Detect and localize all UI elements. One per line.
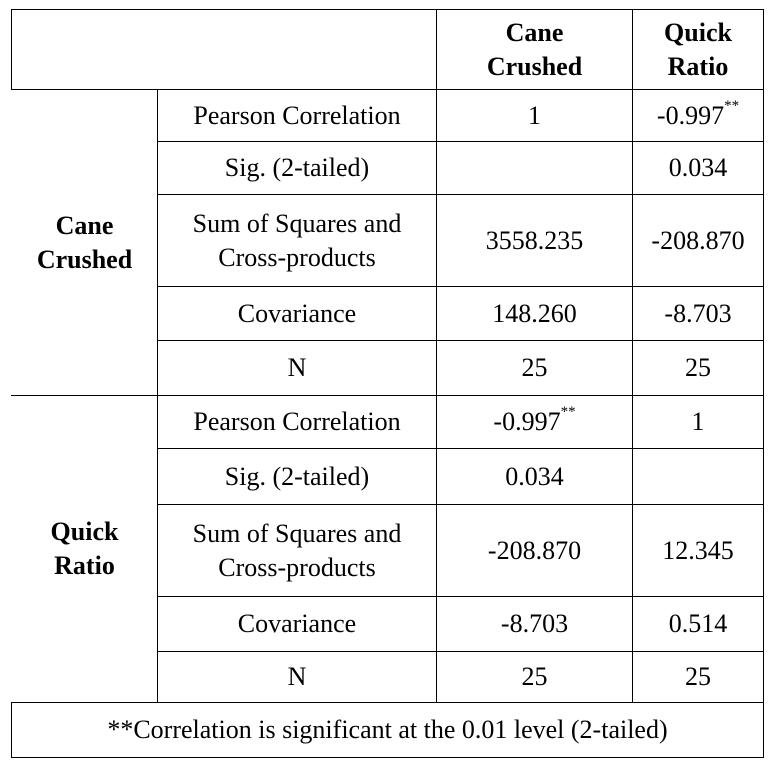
stat-label: Pearson Correlation bbox=[158, 396, 437, 449]
stat-label: N bbox=[158, 652, 437, 703]
footnote: **Correlation is significant at the 0.01 level (2-tailed) bbox=[12, 703, 764, 758]
stat-label-line2: Cross-products bbox=[218, 552, 376, 582]
group-label-line1: Quick bbox=[50, 517, 119, 546]
header-cane-crushed-line2: Crushed bbox=[486, 51, 583, 81]
stat-label-line1: Sum of Squares and bbox=[192, 518, 402, 548]
value-cell: 25 bbox=[437, 652, 633, 703]
header-quick-ratio bbox=[633, 10, 764, 90]
value-cell bbox=[633, 449, 764, 505]
stat-label-line1: Sum of Squares and bbox=[192, 208, 402, 238]
footnote-row bbox=[12, 703, 764, 758]
stat-label bbox=[158, 505, 437, 597]
value-cell bbox=[437, 396, 633, 449]
table-row bbox=[12, 396, 764, 449]
header-row bbox=[12, 10, 764, 90]
value-text: -0.997 bbox=[493, 407, 561, 436]
value-cell: 0.034 bbox=[633, 142, 764, 195]
stat-label: Covariance bbox=[158, 287, 437, 341]
value-cell bbox=[437, 142, 633, 195]
significance-marker: ** bbox=[724, 97, 740, 114]
header-cane-crushed-line1: Cane bbox=[505, 17, 564, 47]
value-text: -0.997 bbox=[656, 100, 725, 130]
stat-label: N bbox=[158, 341, 437, 396]
correlation-table bbox=[11, 9, 764, 758]
value-cell: 12.345 bbox=[633, 505, 764, 597]
significance-marker: ** bbox=[560, 404, 576, 421]
value-cell: 1 bbox=[633, 396, 764, 449]
group-label-line2: Crushed bbox=[36, 244, 133, 274]
value-cell: 0.034 bbox=[437, 449, 633, 505]
value-cell: 3558.235 bbox=[437, 195, 633, 287]
value-cell: 25 bbox=[437, 341, 633, 396]
header-cane-crushed bbox=[437, 10, 633, 90]
stat-label-line2: Cross-products bbox=[218, 242, 376, 272]
stat-label bbox=[158, 195, 437, 287]
value-cell: 0.514 bbox=[633, 597, 764, 652]
value-cell: -8.703 bbox=[437, 597, 633, 652]
stat-label: Sig. (2-tailed) bbox=[158, 142, 437, 195]
value-cell: 148.260 bbox=[437, 287, 633, 341]
value-cell bbox=[633, 90, 764, 142]
header-quick-ratio-line2: Ratio bbox=[667, 51, 729, 81]
value-cell: -208.870 bbox=[633, 195, 764, 287]
stat-label: Covariance bbox=[158, 597, 437, 652]
value-cell: 1 bbox=[437, 90, 633, 142]
value-cell: 25 bbox=[633, 652, 764, 703]
corner-cell bbox=[12, 10, 437, 90]
group-label-line1: Cane bbox=[55, 210, 114, 240]
value-cell: -208.870 bbox=[437, 505, 633, 597]
stat-label: Sig. (2-tailed) bbox=[158, 449, 437, 505]
group-label-cane-crushed bbox=[12, 90, 158, 396]
group-label-quick-ratio bbox=[12, 396, 158, 703]
stat-label: Pearson Correlation bbox=[158, 90, 437, 142]
value-cell: 25 bbox=[633, 341, 764, 396]
table-row bbox=[12, 90, 764, 142]
group-label-line2: Ratio bbox=[54, 551, 115, 580]
header-quick-ratio-line1: Quick bbox=[664, 17, 732, 47]
value-cell: -8.703 bbox=[633, 287, 764, 341]
